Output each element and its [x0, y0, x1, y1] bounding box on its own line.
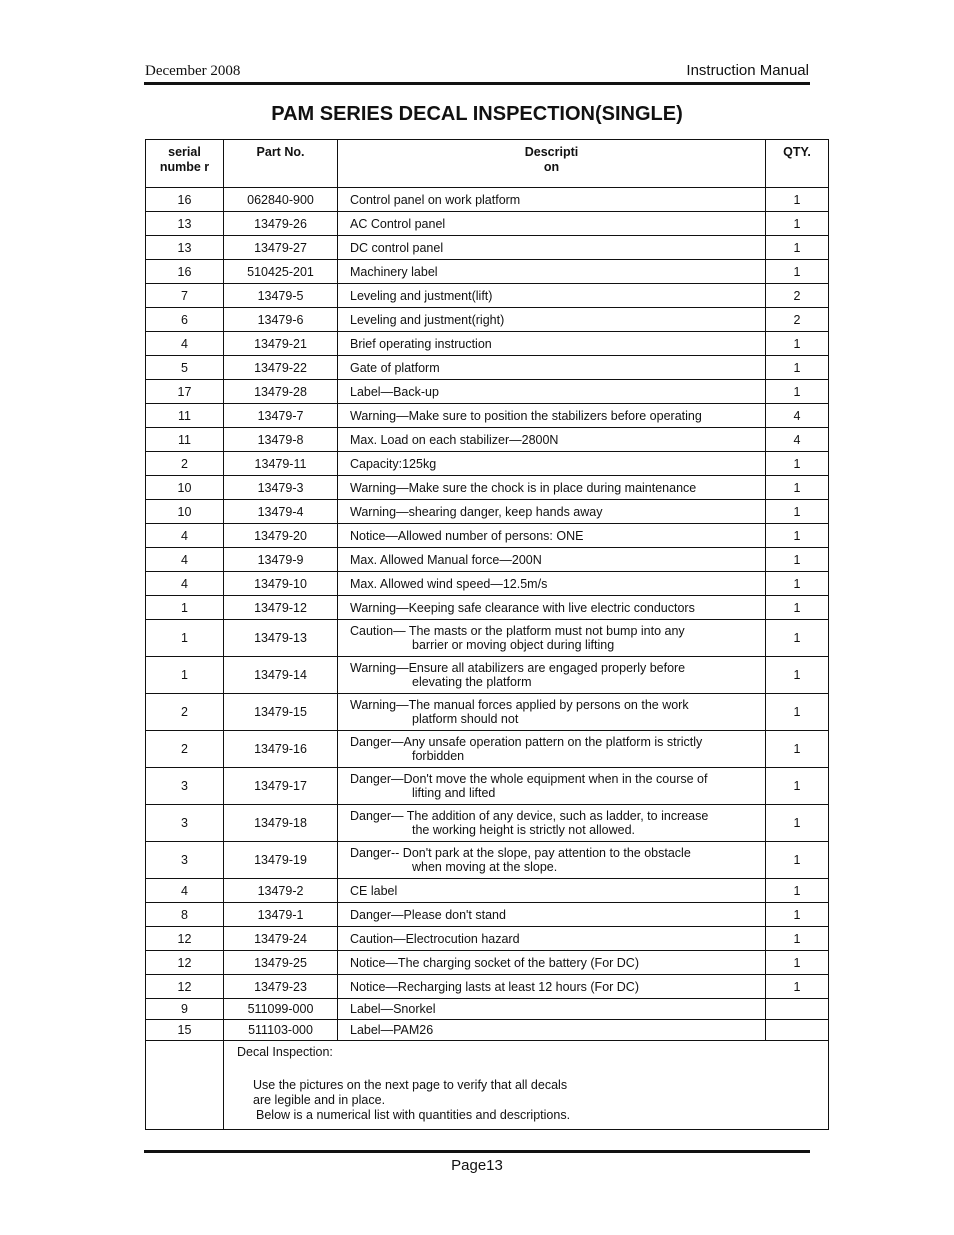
- qty-cell: 1: [766, 524, 829, 548]
- description-line-1: Caution— The masts or the platform must not bump into any: [350, 624, 685, 638]
- table-header-row: [146, 140, 829, 188]
- table-row: [146, 404, 829, 428]
- decal-table: [145, 139, 829, 1130]
- table-row: [146, 236, 829, 260]
- qty-cell: [766, 999, 829, 1020]
- qty-cell: 1: [766, 260, 829, 284]
- table-row: [146, 428, 829, 452]
- description-line-1: Label—Snorkel: [350, 1002, 436, 1016]
- description-line-1: CE label: [350, 883, 398, 898]
- table-row: [146, 596, 829, 620]
- qty-cell: 1: [766, 356, 829, 380]
- description-cell: [338, 975, 766, 999]
- footer-line-3: Below is a numerical list with quantities and descriptions.: [256, 1108, 571, 1122]
- qty-cell: 1: [766, 548, 829, 572]
- table-footer-row: [146, 1041, 829, 1130]
- part-no-cell: 13479-10: [224, 572, 338, 596]
- qty-cell: 4: [766, 404, 829, 428]
- description-line-1: Danger—Don't move the whole equipment when in the course of: [350, 772, 708, 786]
- qty-cell: [766, 1020, 829, 1041]
- description-line-1: Leveling and justment(right): [350, 312, 505, 327]
- description-cell: [338, 332, 766, 356]
- serial-cell: 11: [146, 404, 224, 428]
- description-cell: [338, 188, 766, 212]
- table-row: [146, 694, 829, 731]
- part-no-cell: 13479-4: [224, 500, 338, 524]
- part-no-cell: 13479-18: [224, 805, 338, 842]
- qty-cell: 1: [766, 694, 829, 731]
- qty-cell: 1: [766, 236, 829, 260]
- description-line-2: lifting and lifted: [412, 786, 496, 800]
- qty-cell: 1: [766, 476, 829, 500]
- description-line-1: Brief operating instruction: [350, 336, 492, 351]
- serial-cell: 16: [146, 188, 224, 212]
- table-row: [146, 356, 829, 380]
- serial-cell: 12: [146, 927, 224, 951]
- description-line-2: the working height is strictly not allowed.: [412, 823, 636, 837]
- serial-cell: 4: [146, 879, 224, 903]
- table-body: [146, 188, 829, 1041]
- description-line-2: platform should not: [412, 712, 519, 726]
- table-row: [146, 879, 829, 903]
- table-row: [146, 548, 829, 572]
- serial-cell: 3: [146, 805, 224, 842]
- qty-cell: 1: [766, 951, 829, 975]
- description-line-1: DC control panel: [350, 240, 444, 255]
- header-doc-title: Instruction Manual: [686, 62, 809, 79]
- description-cell: [338, 404, 766, 428]
- part-no-cell: 13479-11: [224, 452, 338, 476]
- footer-note-cell: [224, 1041, 829, 1130]
- header-description-text: Descripti on: [524, 145, 579, 174]
- footer-rule: [144, 1150, 810, 1153]
- part-no-cell: 13479-21: [224, 332, 338, 356]
- description-line-1: Label—Back-up: [350, 384, 439, 399]
- header-part-no: Part No.: [224, 140, 338, 188]
- table-row: [146, 620, 829, 657]
- description-line-1: Gate of platform: [350, 360, 440, 375]
- description-line-1: Warning—shearing danger, keep hands away: [350, 504, 603, 519]
- description-line-1: Warning—Keeping safe clearance with live electric conductors: [350, 600, 695, 615]
- description-line-1: Max. Allowed wind speed—12.5m/s: [350, 576, 548, 591]
- serial-cell: 9: [146, 999, 224, 1020]
- serial-cell: 3: [146, 768, 224, 805]
- description-line-2: elevating the platform: [412, 675, 532, 689]
- serial-cell: 15: [146, 1020, 224, 1041]
- part-no-cell: 13479-2: [224, 879, 338, 903]
- header-rule: [144, 82, 810, 85]
- serial-cell: 1: [146, 657, 224, 694]
- qty-cell: 1: [766, 452, 829, 476]
- description-cell: [338, 308, 766, 332]
- footer-line-1: Use the pictures on the next page to verify that all decals: [253, 1078, 568, 1092]
- description-line-1: Caution—Electrocution hazard: [350, 931, 520, 946]
- page-number: Page13: [451, 1157, 503, 1174]
- header-date: December 2008: [145, 63, 241, 79]
- table-row: [146, 927, 829, 951]
- serial-cell: 12: [146, 951, 224, 975]
- qty-cell: 1: [766, 188, 829, 212]
- description-line-1: Notice—Allowed number of persons: ONE: [350, 528, 584, 543]
- serial-cell: 8: [146, 903, 224, 927]
- table-row: [146, 452, 829, 476]
- part-no-cell: 13479-8: [224, 428, 338, 452]
- description-line-1: Max. Load on each stabilizer—2800N: [350, 432, 559, 447]
- table-row: [146, 332, 829, 356]
- qty-cell: 4: [766, 428, 829, 452]
- part-no-cell: 13479-16: [224, 731, 338, 768]
- qty-cell: 1: [766, 212, 829, 236]
- table-row: [146, 212, 829, 236]
- table-row: [146, 951, 829, 975]
- serial-cell: 10: [146, 476, 224, 500]
- qty-cell: 1: [766, 879, 829, 903]
- table-row: [146, 805, 829, 842]
- part-no-cell: 13479-20: [224, 524, 338, 548]
- part-no-cell: 13479-26: [224, 212, 338, 236]
- description-cell: [338, 842, 766, 879]
- qty-cell: 1: [766, 620, 829, 657]
- part-no-cell: 511099-000: [224, 999, 338, 1020]
- table-row: [146, 975, 829, 999]
- serial-cell: 3: [146, 842, 224, 879]
- part-no-cell: 13479-22: [224, 356, 338, 380]
- qty-cell: 1: [766, 927, 829, 951]
- description-line-1: Notice—Recharging lasts at least 12 hours (For DC): [350, 979, 640, 994]
- description-line-1: Danger—Please don't stand: [350, 907, 506, 922]
- table-row: [146, 1020, 829, 1041]
- part-no-cell: 13479-7: [224, 404, 338, 428]
- part-no-cell: 13479-9: [224, 548, 338, 572]
- description-line-2: forbidden: [412, 749, 465, 763]
- part-no-cell: 511103-000: [224, 1020, 338, 1041]
- serial-cell: 6: [146, 308, 224, 332]
- description-cell: [338, 999, 766, 1020]
- table-row: [146, 308, 829, 332]
- description-line-1: Capacity:125kg: [350, 456, 437, 471]
- description-line-2: when moving at the slope.: [412, 860, 558, 874]
- description-line-1: Leveling and justment(lift): [350, 288, 493, 303]
- description-cell: [338, 903, 766, 927]
- table-row: [146, 260, 829, 284]
- description-line-1: Label—PAM26: [350, 1023, 434, 1037]
- description-line-1: Warning—Ensure all atabilizers are engaged properly before: [350, 661, 686, 675]
- serial-cell: 4: [146, 572, 224, 596]
- description-line-1: Danger— The addition of any device, such as ladder, to increase: [350, 809, 709, 823]
- qty-cell: 1: [766, 572, 829, 596]
- description-cell: [338, 951, 766, 975]
- qty-cell: 1: [766, 380, 829, 404]
- part-no-cell: 13479-6: [224, 308, 338, 332]
- description-cell: [338, 476, 766, 500]
- description-cell: [338, 212, 766, 236]
- table-row: [146, 903, 829, 927]
- table-row: [146, 657, 829, 694]
- table-row: [146, 188, 829, 212]
- table-row: [146, 524, 829, 548]
- serial-cell: 16: [146, 260, 224, 284]
- serial-cell: 7: [146, 284, 224, 308]
- part-no-cell: 13479-27: [224, 236, 338, 260]
- table-row: [146, 768, 829, 805]
- serial-cell: 4: [146, 524, 224, 548]
- serial-cell: 2: [146, 694, 224, 731]
- qty-cell: 1: [766, 842, 829, 879]
- part-no-cell: 13479-17: [224, 768, 338, 805]
- description-line-1: Notice—The charging socket of the battery (For DC): [350, 955, 640, 970]
- footer-empty-cell: [146, 1041, 224, 1130]
- part-no-cell: 13479-5: [224, 284, 338, 308]
- description-cell: [338, 500, 766, 524]
- part-no-cell: 13479-1: [224, 903, 338, 927]
- qty-cell: 1: [766, 500, 829, 524]
- table-row: [146, 999, 829, 1020]
- serial-cell: 4: [146, 332, 224, 356]
- part-no-cell: 13479-23: [224, 975, 338, 999]
- qty-cell: 1: [766, 975, 829, 999]
- part-no-cell: 13479-28: [224, 380, 338, 404]
- header-qty: QTY.: [766, 140, 829, 188]
- description-cell: [338, 572, 766, 596]
- description-cell: [338, 805, 766, 842]
- qty-cell: 1: [766, 731, 829, 768]
- description-line-1: Machinery label: [350, 264, 438, 279]
- qty-cell: 1: [766, 657, 829, 694]
- table-row: [146, 731, 829, 768]
- serial-cell: 11: [146, 428, 224, 452]
- part-no-cell: 13479-12: [224, 596, 338, 620]
- serial-cell: 2: [146, 731, 224, 768]
- table-row: [146, 380, 829, 404]
- description-cell: [338, 620, 766, 657]
- serial-cell: 5: [146, 356, 224, 380]
- part-no-cell: 13479-15: [224, 694, 338, 731]
- serial-cell: 4: [146, 548, 224, 572]
- qty-cell: 1: [766, 903, 829, 927]
- table-row: [146, 842, 829, 879]
- part-no-cell: 13479-25: [224, 951, 338, 975]
- part-no-cell: 13479-14: [224, 657, 338, 694]
- qty-cell: 1: [766, 805, 829, 842]
- description-line-2: barrier or moving object during lifting: [412, 638, 615, 652]
- part-no-cell: 510425-201: [224, 260, 338, 284]
- description-cell: [338, 452, 766, 476]
- description-cell: [338, 356, 766, 380]
- description-line-1: Danger-- Don't park at the slope, pay attention to the obstacle: [350, 846, 691, 860]
- description-cell: [338, 236, 766, 260]
- serial-cell: 2: [146, 452, 224, 476]
- footer-heading: Decal Inspection:: [237, 1045, 333, 1059]
- description-cell: [338, 927, 766, 951]
- description-cell: [338, 380, 766, 404]
- table-row: [146, 572, 829, 596]
- part-no-cell: 13479-19: [224, 842, 338, 879]
- description-cell: [338, 548, 766, 572]
- description-cell: [338, 428, 766, 452]
- part-no-cell: 13479-13: [224, 620, 338, 657]
- table-row: [146, 476, 829, 500]
- description-line-1: Warning—Make sure to position the stabilizers before operating: [350, 408, 702, 423]
- serial-cell: 13: [146, 236, 224, 260]
- description-cell: [338, 524, 766, 548]
- page-title: PAM SERIES DECAL INSPECTION(SINGLE): [271, 103, 683, 125]
- serial-cell: 1: [146, 596, 224, 620]
- description-line-1: Control panel on work platform: [350, 192, 521, 207]
- table-row: [146, 284, 829, 308]
- description-cell: [338, 596, 766, 620]
- header-description: [338, 140, 766, 188]
- description-line-1: AC Control panel: [350, 216, 446, 231]
- description-line-1: Warning—Make sure the chock is in place during maintenance: [350, 480, 697, 495]
- qty-cell: 1: [766, 596, 829, 620]
- serial-cell: 17: [146, 380, 224, 404]
- description-line-1: Danger—Any unsafe operation pattern on the platform is strictly: [350, 735, 703, 749]
- description-cell: [338, 1020, 766, 1041]
- serial-cell: 1: [146, 620, 224, 657]
- serial-cell: 13: [146, 212, 224, 236]
- description-line-1: Max. Allowed Manual force—200N: [350, 552, 542, 567]
- footer-line-2: are legible and in place.: [253, 1093, 386, 1107]
- description-cell: [338, 879, 766, 903]
- header-serial: serial numbe r: [146, 140, 224, 188]
- description-line-1: Warning—The manual forces applied by persons on the work: [350, 698, 689, 712]
- description-cell: [338, 768, 766, 805]
- description-cell: [338, 284, 766, 308]
- part-no-cell: 062840-900: [224, 188, 338, 212]
- part-no-cell: 13479-3: [224, 476, 338, 500]
- qty-cell: 1: [766, 332, 829, 356]
- serial-cell: 10: [146, 500, 224, 524]
- qty-cell: 1: [766, 768, 829, 805]
- description-cell: [338, 657, 766, 694]
- description-cell: [338, 260, 766, 284]
- description-cell: [338, 694, 766, 731]
- qty-cell: 2: [766, 284, 829, 308]
- qty-cell: 2: [766, 308, 829, 332]
- serial-cell: 12: [146, 975, 224, 999]
- table-row: [146, 500, 829, 524]
- description-cell: [338, 731, 766, 768]
- part-no-cell: 13479-24: [224, 927, 338, 951]
